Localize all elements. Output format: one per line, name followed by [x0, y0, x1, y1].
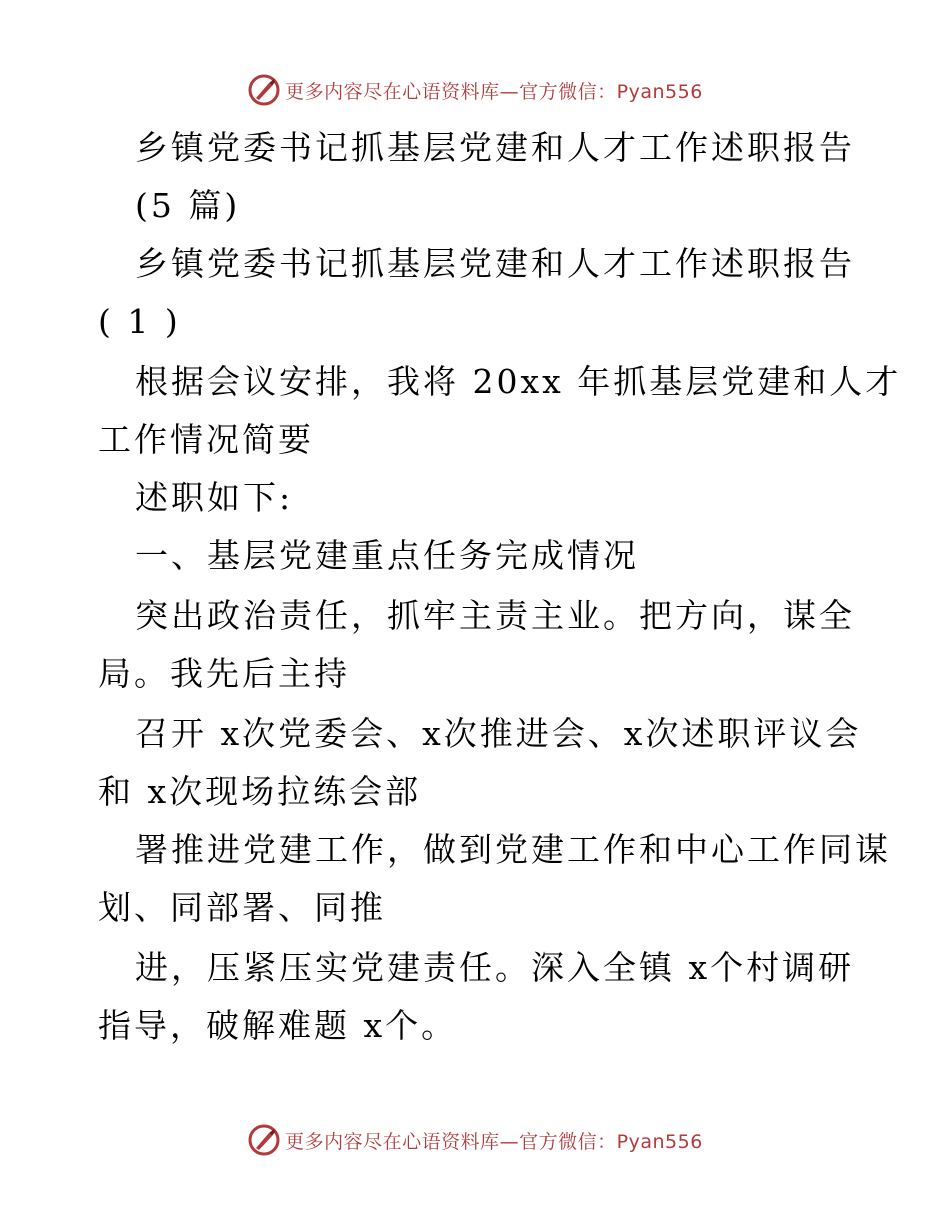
footer-watermark: [0, 1120, 950, 1160]
header-watermark: [0, 70, 950, 110]
paragraph-6-line-2: 指导，破解难题 x个。: [98, 1006, 458, 1045]
paragraph-1-line-2: 工作情况简要: [98, 420, 314, 459]
paragraph-1-line-1: 根据会议安排，我将 20xx 年抓基层党建和人才: [135, 362, 902, 401]
paragraph-2-line-1: 述职如下:: [135, 478, 294, 517]
watermark-text: 更多内容尽在心语资料库—官方微信：Pyan556: [285, 1130, 703, 1153]
section-heading-1: 一、基层党建重点任务完成情况: [135, 536, 639, 575]
document-subtitle-line-1: 乡镇党委书记抓基层党建和人才工作述职报告: [135, 244, 855, 283]
watermark-text: 更多内容尽在心语资料库—官方微信：Pyan556: [285, 80, 703, 103]
paragraph-5-line-2: 划、同部署、同推: [98, 888, 386, 927]
document-title-line-2: (5 篇): [135, 186, 241, 225]
paragraph-4-line-1: 召开 x次党委会、x次推进会、x次述职评议会: [135, 714, 862, 753]
quill-logo-icon: [247, 1123, 281, 1157]
paragraph-3-line-1: 突出政治责任，抓牢主责主业。把方向，谋全: [135, 596, 855, 635]
document-title-line-1: 乡镇党委书记抓基层党建和人才工作述职报告: [135, 128, 855, 167]
paragraph-5-line-1: 署推进党建工作，做到党建工作和中心工作同谋: [135, 830, 891, 869]
paragraph-4-line-2: 和 x次现场拉练会部: [98, 772, 422, 811]
document-subtitle-line-2: ( 1 ): [98, 302, 181, 341]
paragraph-6-line-1: 进，压紧压实党建责任。深入全镇 x个村调研: [135, 948, 855, 987]
paragraph-3-line-2: 局。我先后主持: [98, 654, 350, 693]
quill-logo-icon: [247, 73, 281, 107]
